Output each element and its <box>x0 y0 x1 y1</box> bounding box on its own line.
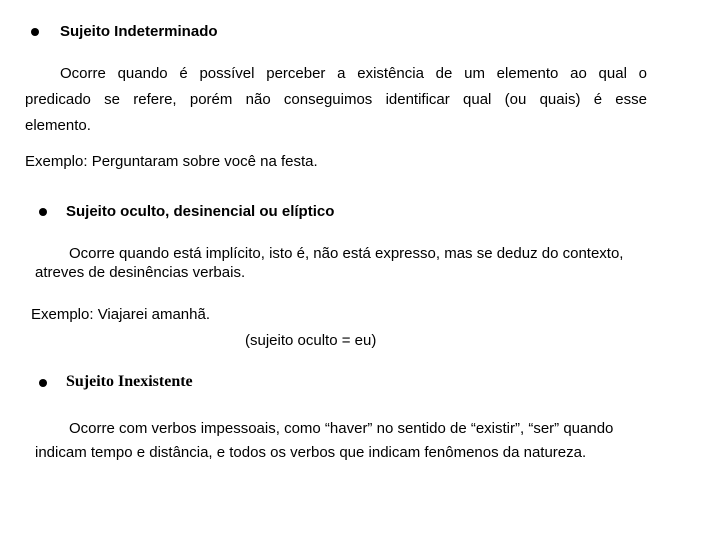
section-heading-oculto: Sujeito oculto, desinencial ou elíptico <box>66 203 335 220</box>
bullet-icon <box>39 208 47 216</box>
paragraph-line: elemento. <box>25 117 91 134</box>
paragraph-line: atreves de desinências verbais. <box>35 264 246 281</box>
bullet-icon <box>31 28 39 36</box>
section-heading-inexistente: Sujeito Inexistente <box>66 373 193 390</box>
example-note: (sujeito oculto = eu) <box>245 332 377 349</box>
paragraph-line: Ocorre com verbos impessoais, como “haver” no sentido de “existir”, “ser” quando <box>69 420 614 437</box>
paragraph-line: Ocorre quando é possível perceber a existência de um elemento ao qual o <box>60 65 647 82</box>
paragraph-line: indicam tempo e distância, e todos os verbos que indicam fenômenos da natureza. <box>35 444 587 461</box>
example-text: Exemplo: Perguntaram sobre você na festa. <box>25 153 318 170</box>
section-heading-indeterminado: Sujeito Indeterminado <box>60 23 218 40</box>
paragraph-line: predicado se refere, porém não conseguimos identificar qual (ou quais) é esse <box>25 91 647 108</box>
paragraph-line: Ocorre quando está implícito, isto é, não está expresso, mas se deduz do contexto, <box>69 245 624 262</box>
example-text: Exemplo: Viajarei amanhã. <box>31 306 210 323</box>
bullet-icon <box>39 379 47 387</box>
